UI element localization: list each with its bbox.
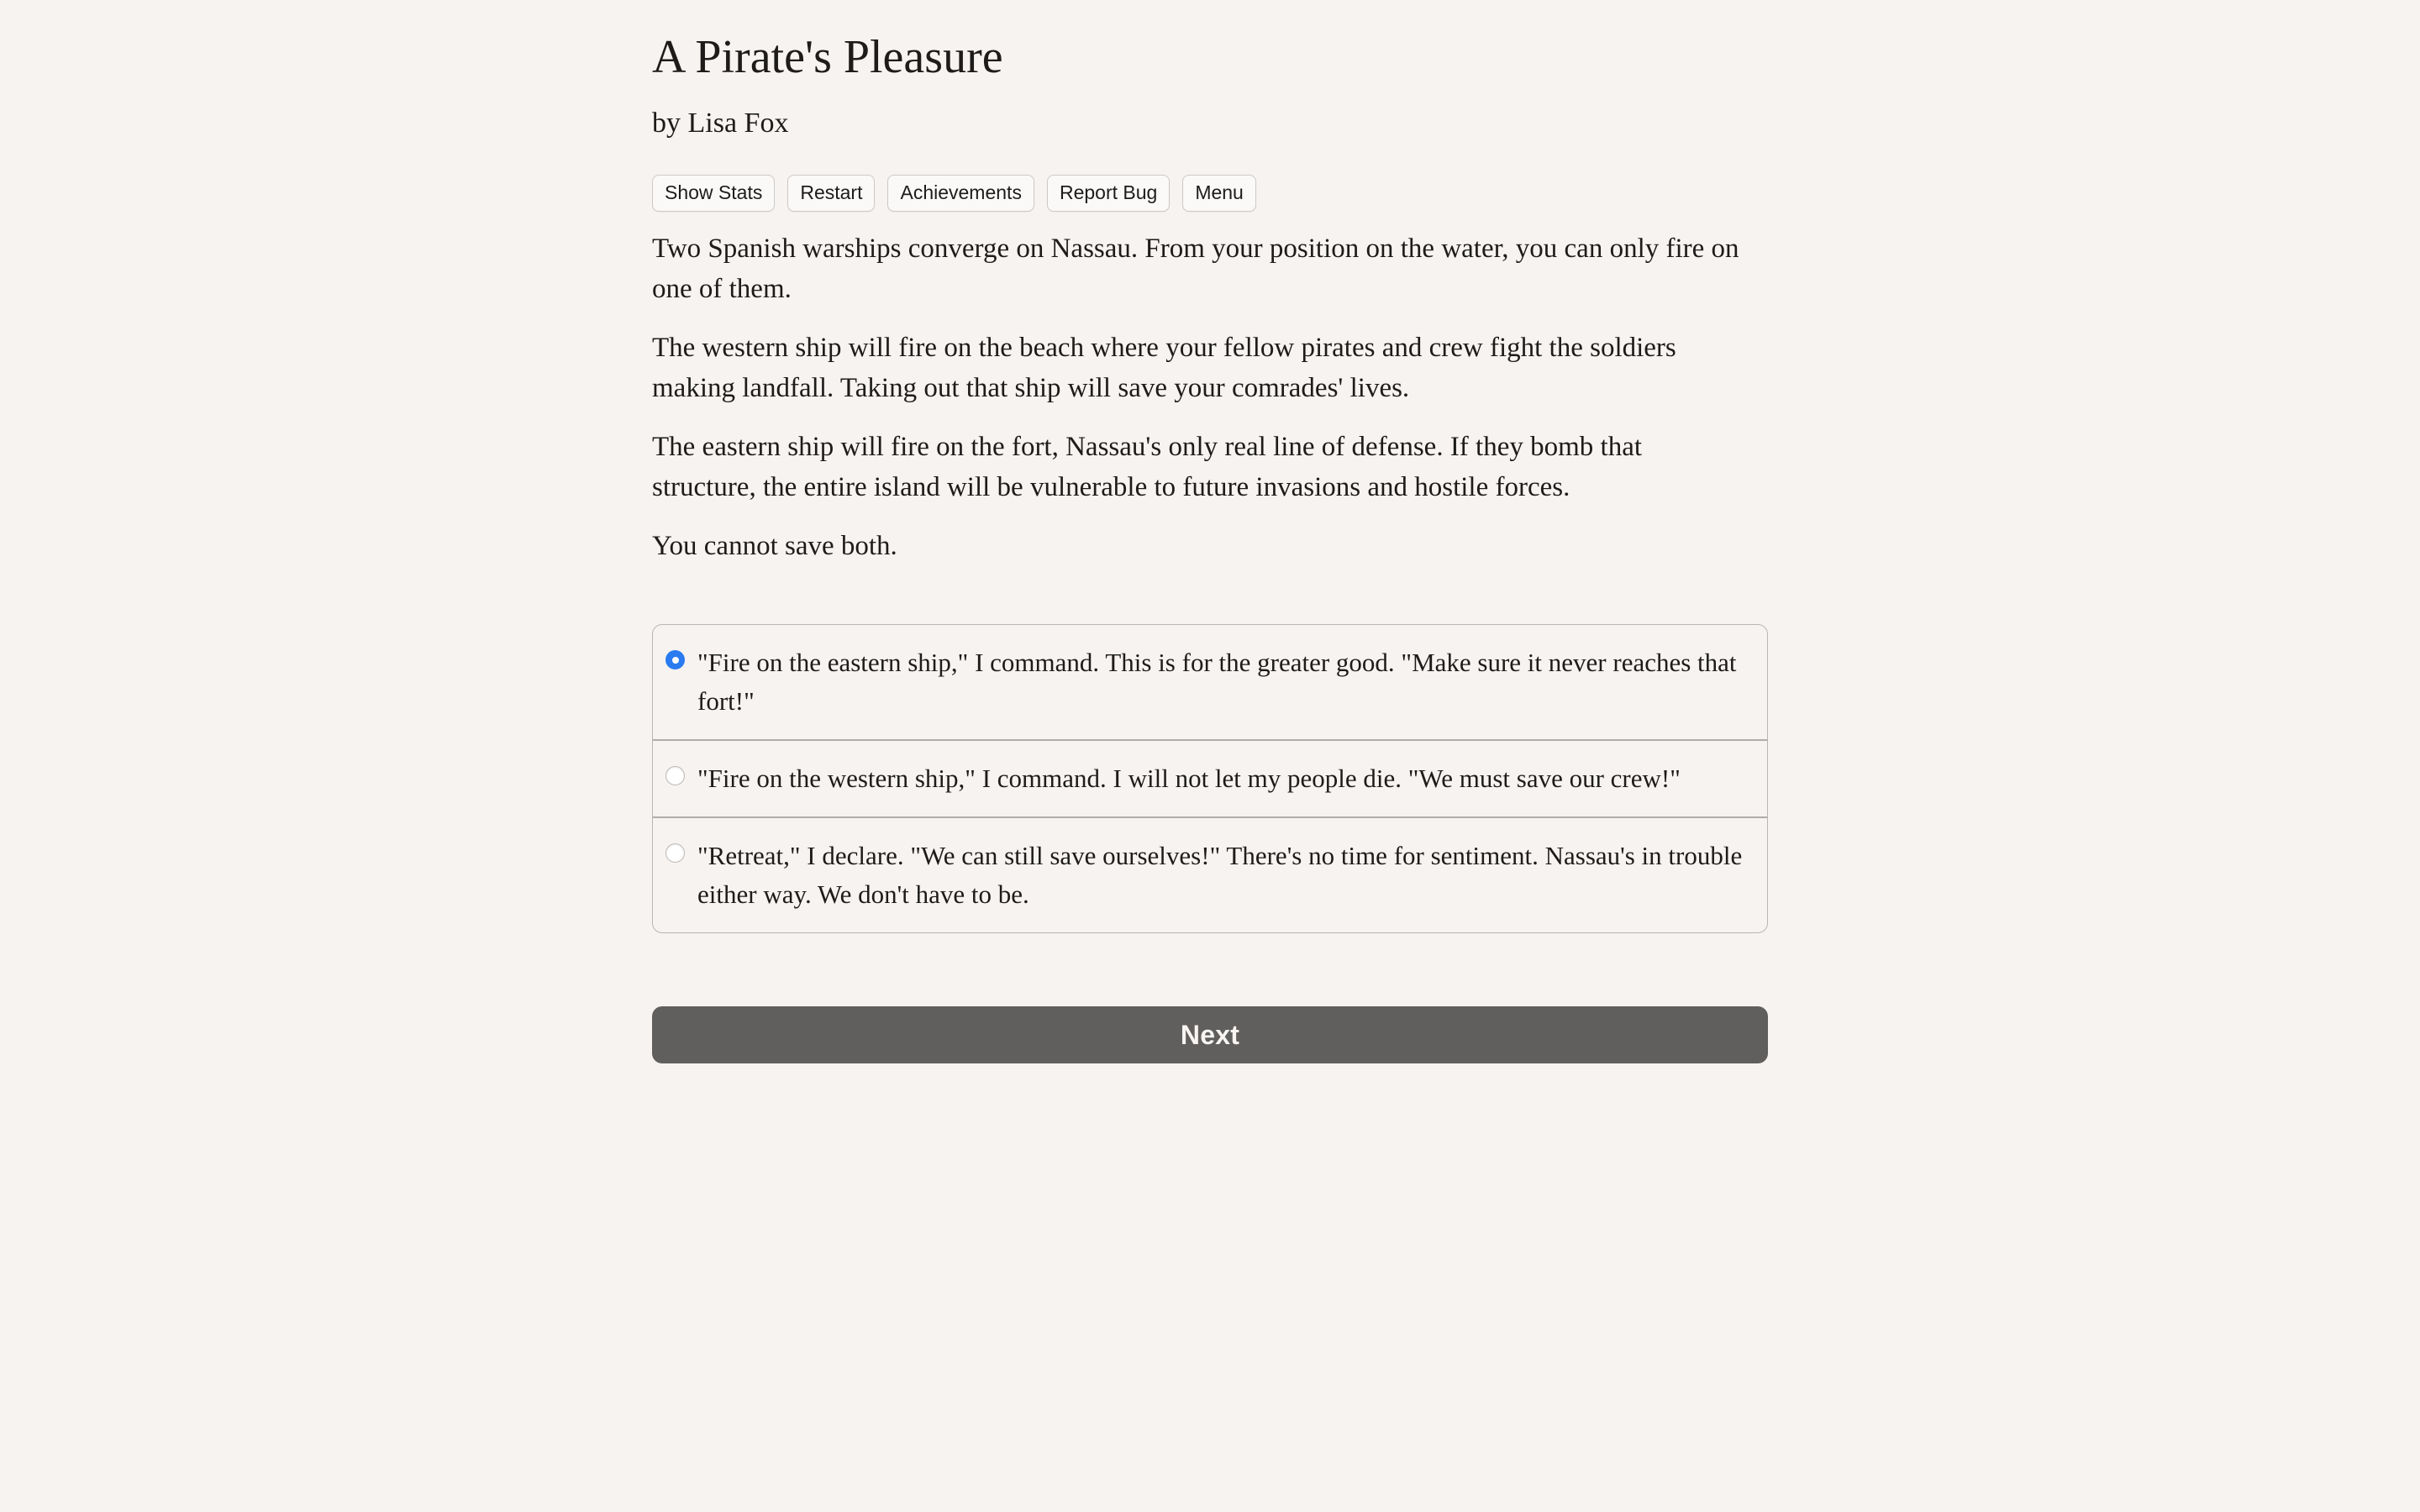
story-paragraph: You cannot save both.: [652, 531, 897, 561]
choice-label: "Fire on the eastern ship," I command. This is for the greater good. "Make sure it never reaches that fort!": [697, 648, 1737, 716]
choice-label: "Retreat," I declare. "We can still save ourselves!" There's no time for sentiment. Nassau's in trouble either way. We don't have to be.: [697, 841, 1743, 909]
next-button[interactable]: Next: [652, 1006, 1768, 1063]
report-bug-button[interactable]: Report Bug: [1047, 175, 1170, 212]
choice-option[interactable]: [653, 625, 1767, 739]
author-byline: by Lisa Fox: [652, 108, 789, 139]
menu-button[interactable]: Menu: [1182, 175, 1256, 212]
choice-list: [652, 624, 1768, 933]
menu-bar: [652, 175, 1256, 212]
story-paragraph: The western ship will fire on the beach where your fellow pirates and crew fight the soldiers making landfall. Taking out that ship will save your comrades' lives.: [652, 333, 1676, 403]
choice-label: "Fire on the western ship," I command. I will not let my people die. "We must save our crew!": [697, 764, 1681, 793]
achievements-button[interactable]: Achievements: [887, 175, 1034, 212]
radio-button-icon[interactable]: [666, 843, 685, 863]
story-paragraph: Two Spanish warships converge on Nassau. From your position on the water, you can only fire on one of them.: [652, 234, 1739, 304]
radio-button-icon[interactable]: [666, 766, 685, 785]
restart-button[interactable]: Restart: [787, 175, 875, 212]
radio-button-icon[interactable]: [666, 650, 685, 669]
page-title: A Pirate's Pleasure: [652, 31, 1003, 83]
show-stats-button[interactable]: Show Stats: [652, 175, 775, 212]
choice-option[interactable]: [653, 739, 1767, 816]
story-paragraph: The eastern ship will fire on the fort, Nassau's only real line of defense. If they bomb that structure, the entire island will be vulnerable to future invasions and hostile forces.: [652, 432, 1643, 502]
story-text: [652, 228, 1770, 566]
choice-option[interactable]: [653, 816, 1767, 932]
